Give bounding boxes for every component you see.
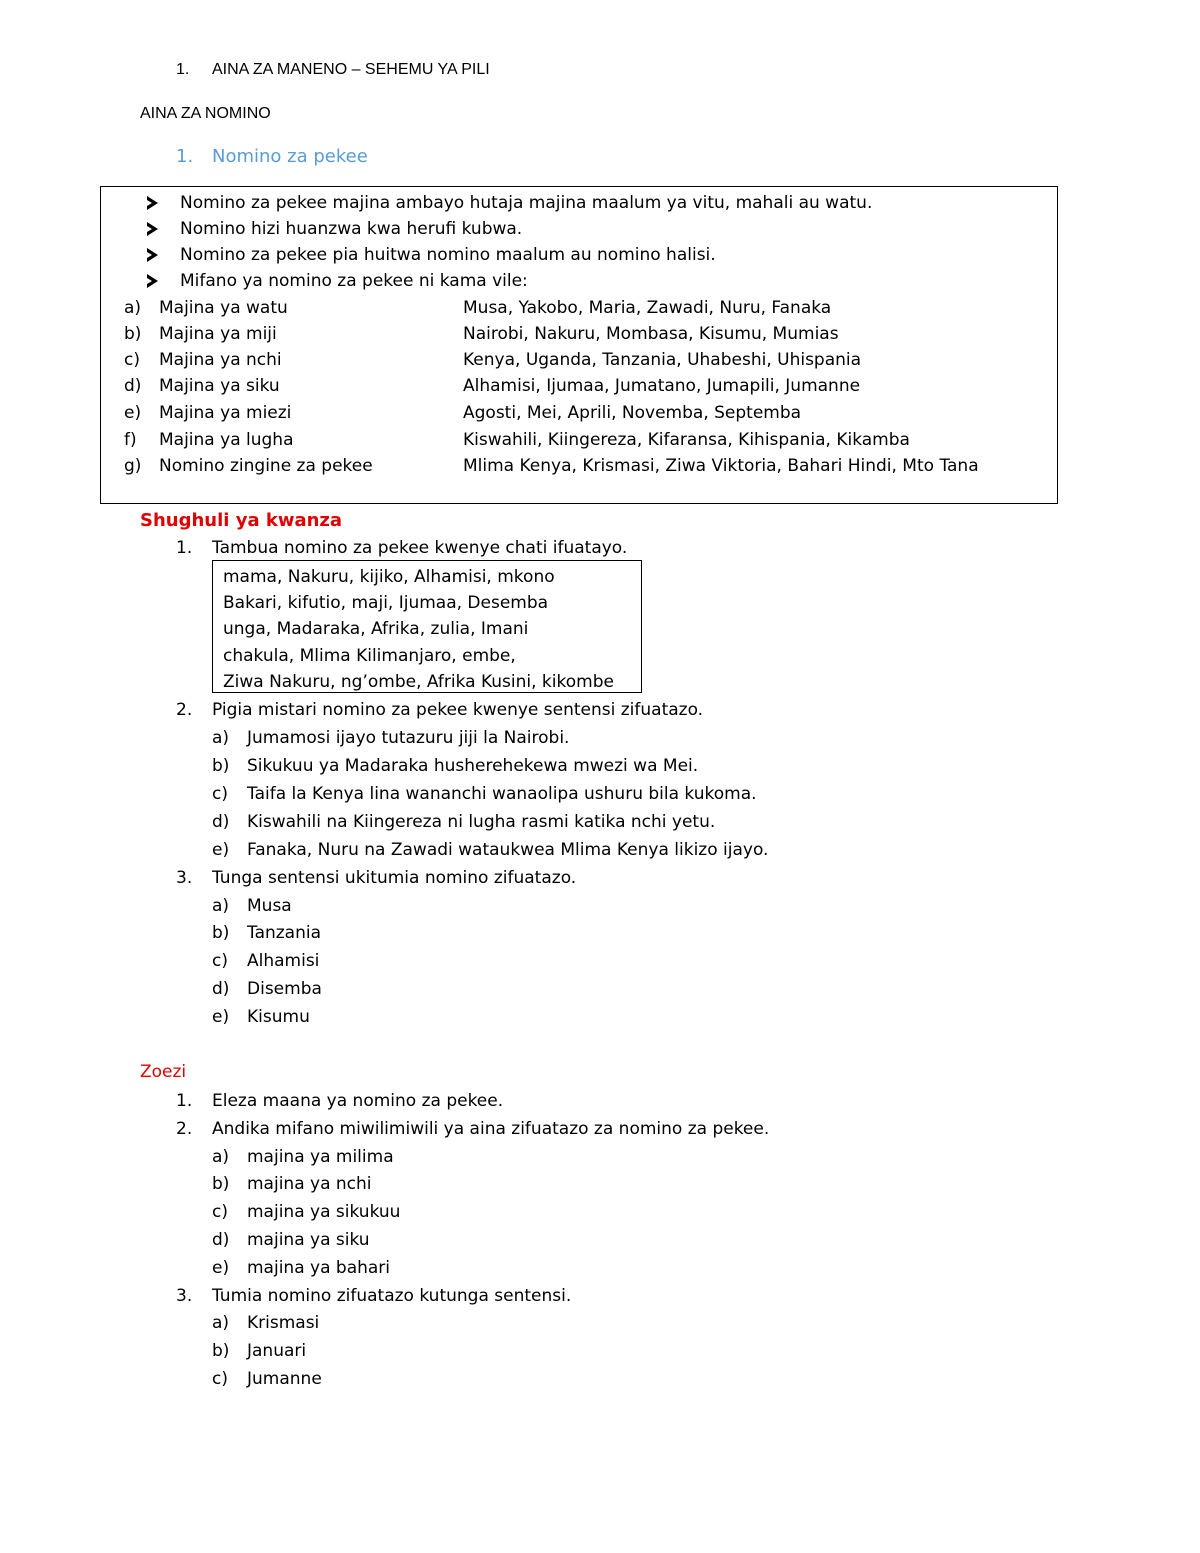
item-text: Kiswahili na Kiingereza ni lugha rasmi katika nchi yetu. [247, 812, 716, 832]
example-category: Nomino zingine za pekee [159, 456, 373, 476]
item-text: majina ya sikukuu [247, 1202, 401, 1222]
exercise-title: Zoezi [140, 1062, 187, 1082]
item-text: majina ya siku [247, 1230, 370, 1250]
example-items: Musa, Yakobo, Maria, Zawadi, Nuru, Fanaka [463, 298, 832, 318]
example-label: d) [124, 376, 142, 396]
item-label: d) [212, 812, 230, 832]
item-label: a) [212, 1313, 230, 1333]
item-label: d) [212, 1230, 230, 1250]
example-category: Majina ya miji [159, 324, 277, 344]
example-items: Agosti, Mei, Aprili, Novemba, Septemba [463, 403, 802, 423]
item-text: Fanaka, Nuru na Zawadi wataukwea Mlima Kenya likizo ijayo. [247, 840, 769, 860]
arrow-bullet-icon [147, 274, 158, 288]
example-label: c) [124, 350, 140, 370]
item-text: Musa [247, 896, 292, 916]
item-label: a) [212, 1147, 230, 1167]
chart-line: unga, Madaraka, Afrika, zulia, Imani [223, 619, 529, 639]
item-label: e) [212, 840, 230, 860]
arrow-bullet-icon [147, 248, 158, 262]
item-text: majina ya nchi [247, 1174, 372, 1194]
item-text: Januari [247, 1341, 307, 1361]
section-number: 1. [176, 146, 194, 167]
question-number: 2. [176, 1119, 193, 1139]
question-number: 1. [176, 1091, 193, 1111]
document-title: AINA ZA MANENO – SEHEMU YA PILI [212, 61, 490, 78]
item-text: majina ya bahari [247, 1258, 391, 1278]
item-label: d) [212, 979, 230, 999]
item-label: e) [212, 1258, 230, 1278]
item-text: Jumamosi ijayo tutazuru jiji la Nairobi. [247, 728, 570, 748]
section-title: Nomino za pekee [212, 146, 368, 167]
arrow-bullet-icon [147, 222, 158, 236]
item-label: c) [212, 1369, 228, 1389]
example-items: Kiswahili, Kiingereza, Kifaransa, Kihispania, Kikamba [463, 430, 910, 450]
question-text: Eleza maana ya nomino za pekee. [212, 1091, 504, 1111]
example-items: Nairobi, Nakuru, Mombasa, Kisumu, Mumias [463, 324, 839, 344]
item-label: c) [212, 1202, 228, 1222]
item-label: b) [212, 756, 230, 776]
question-number: 2. [176, 700, 193, 720]
chart-line: mama, Nakuru, kijiko, Alhamisi, mkono [223, 567, 555, 587]
example-items: Mlima Kenya, Krismasi, Ziwa Viktoria, Bahari Hindi, Mto Tana [463, 456, 979, 476]
item-label: a) [212, 896, 230, 916]
example-category: Majina ya siku [159, 376, 280, 396]
example-category: Majina ya watu [159, 298, 288, 318]
question-text: Tumia nomino zifuatazo kutunga sentensi. [212, 1286, 572, 1306]
chart-line: Bakari, kifutio, maji, Ijumaa, Desemba [223, 593, 549, 613]
note-item: Mifano ya nomino za pekee ni kama vile: [180, 271, 528, 291]
example-label: b) [124, 324, 142, 344]
item-text: Jumanne [247, 1369, 322, 1389]
subtitle: AINA ZA NOMINO [140, 105, 271, 122]
item-text: Tanzania [247, 923, 322, 943]
example-items: Kenya, Uganda, Tanzania, Uhabeshi, Uhispania [463, 350, 862, 370]
question-text: Tunga sentensi ukitumia nomino zifuatazo. [212, 868, 577, 888]
chart-line: chakula, Mlima Kilimanjaro, embe, [223, 646, 516, 666]
question-number: 1. [176, 538, 193, 558]
question-number: 3. [176, 1286, 193, 1306]
question-number: 3. [176, 868, 193, 888]
item-label: e) [212, 1007, 230, 1027]
example-label: a) [124, 298, 142, 318]
item-text: Taifa la Kenya lina wananchi wanaolipa ushuru bila kukoma. [247, 784, 757, 804]
item-text: Krismasi [247, 1313, 320, 1333]
note-item: Nomino hizi huanzwa kwa herufi kubwa. [180, 219, 523, 239]
item-label: b) [212, 923, 230, 943]
note-item: Nomino za pekee pia huitwa nomino maalum au nomino halisi. [180, 245, 716, 265]
item-label: c) [212, 951, 228, 971]
header-number: 1. [176, 61, 190, 78]
item-label: b) [212, 1174, 230, 1194]
example-label: g) [124, 456, 142, 476]
example-category: Majina ya nchi [159, 350, 282, 370]
item-label: c) [212, 784, 228, 804]
item-label: b) [212, 1341, 230, 1361]
nouns-chart-box [212, 560, 642, 693]
item-text: Alhamisi [247, 951, 320, 971]
question-text: Andika mifano miwilimiwili ya aina zifuatazo za nomino za pekee. [212, 1119, 770, 1139]
item-text: majina ya milima [247, 1147, 394, 1167]
example-category: Majina ya lugha [159, 430, 294, 450]
item-text: Sikukuu ya Madaraka husherehekewa mwezi wa Mei. [247, 756, 699, 776]
activity-title: Shughuli ya kwanza [140, 510, 343, 531]
example-items: Alhamisi, Ijumaa, Jumatano, Jumapili, Jumanne [463, 376, 861, 396]
question-text: Tambua nomino za pekee kwenye chati ifuatayo. [212, 538, 628, 558]
question-text: Pigia mistari nomino za pekee kwenye sentensi zifuatazo. [212, 700, 704, 720]
example-label: e) [124, 403, 142, 423]
item-text: Disemba [247, 979, 322, 999]
item-text: Kisumu [247, 1007, 310, 1027]
note-item: Nomino za pekee majina ambayo hutaja majina maalum ya vitu, mahali au watu. [180, 193, 873, 213]
example-category: Majina ya miezi [159, 403, 292, 423]
chart-line: Ziwa Nakuru, ng’ombe, Afrika Kusini, kikombe [223, 672, 614, 692]
item-label: a) [212, 728, 230, 748]
arrow-bullet-icon [147, 196, 158, 210]
example-label: f) [124, 430, 137, 450]
